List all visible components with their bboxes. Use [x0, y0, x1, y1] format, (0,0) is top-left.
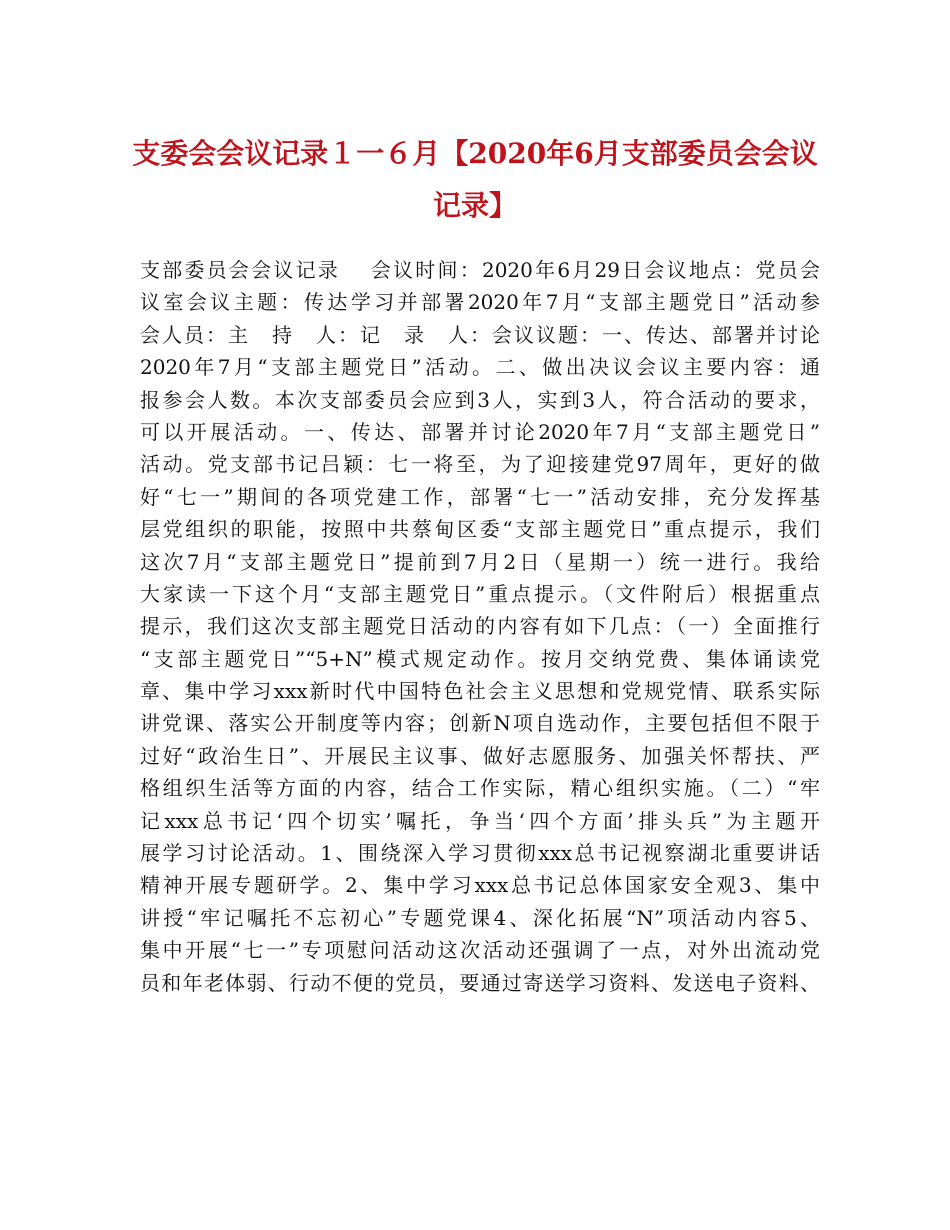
title-line: 记录】	[432, 189, 517, 222]
body-line: 议室会议主题：传达学习并部署2020年7月“支部主题党日”活动参	[140, 290, 820, 315]
body-line: “支部主题党日”“5+N”模式规定动作。按月交纳党费、集体诵读党	[140, 646, 820, 671]
document-body	[140, 254, 820, 999]
body-line: 好“七一”期间的各项党建工作，部署“七一”活动安排，充分发挥基	[140, 484, 820, 509]
body-line: 展学习讨论活动。1、围绕深入学习贯彻xxx总书记视察湖北重要讲话	[140, 841, 820, 866]
body-line: 过好“政治生日”、开展民主议事、做好志愿服务、加强关怀帮扶、严	[140, 743, 820, 768]
body-line: 2020年7月“支部主题党日”活动。二、做出决议会议主要内容：通	[140, 355, 820, 380]
body-line: 层党组织的职能，按照中共蔡甸区委“支部主题党日”重点提示，我们	[140, 517, 820, 542]
body-line: 精神开展专题研学。2、集中学习xxx总书记总体国家安全观3、集中	[140, 873, 820, 898]
body-line: 章、集中学习xxx新时代中国特色社会主义思想和党规党情、联系实际	[140, 679, 820, 704]
body-line: 支部委员会会议记录 会议时间：2020年6月29日会议地点：党员会	[140, 258, 820, 282]
body-line: 员和年老体弱、行动不便的党员，要通过寄送学习资料、发送电子资料、	[140, 970, 820, 995]
body-line: 讲党课、落实公开制度等内容；创新N项自选动作，主要包括但不限于	[140, 711, 820, 736]
body-line: 提示，我们这次支部主题党日活动的内容有如下几点：（一）全面推行	[140, 614, 820, 639]
body-line: 会人员：主 持 人：记 录 人：会议议题：一、传达、部署并讨论	[140, 322, 820, 347]
body-line: 讲授“牢记嘱托不忘初心”专题党课4、深化拓展“N”项活动内容5、	[140, 905, 820, 930]
body-line: 大家读一下这个月“支部主题党日”重点提示。（文件附后）根据重点	[140, 581, 820, 606]
body-line: 这次7月“支部主题党日”提前到7月2日（星期一）统一进行。我给	[140, 549, 820, 574]
body-line: 活动。党支部书记吕颖：七一将至，为了迎接建党97周年，更好的做	[140, 452, 820, 477]
title-line: 支委会会议记录１一６月【2020年6月支部委员会会议	[132, 137, 818, 170]
body-line: 可以开展活动。一、传达、部署并讨论2020年7月“支部主题党日”	[140, 419, 820, 444]
body-line: 记xxx总书记‘四个切实’嘱托，争当‘四个方面’排头兵”为主题开	[140, 808, 820, 833]
body-line: 报参会人数。本次支部委员会应到3人，实到3人，符合活动的要求，	[140, 387, 820, 412]
body-line: 格组织生活等方面的内容，结合工作实际，精心组织实施。（二）“牢	[140, 776, 820, 801]
document-title	[130, 128, 820, 232]
body-line: 集中开展“七一”专项慰问活动这次活动还强调了一点，对外出流动党	[140, 938, 820, 963]
